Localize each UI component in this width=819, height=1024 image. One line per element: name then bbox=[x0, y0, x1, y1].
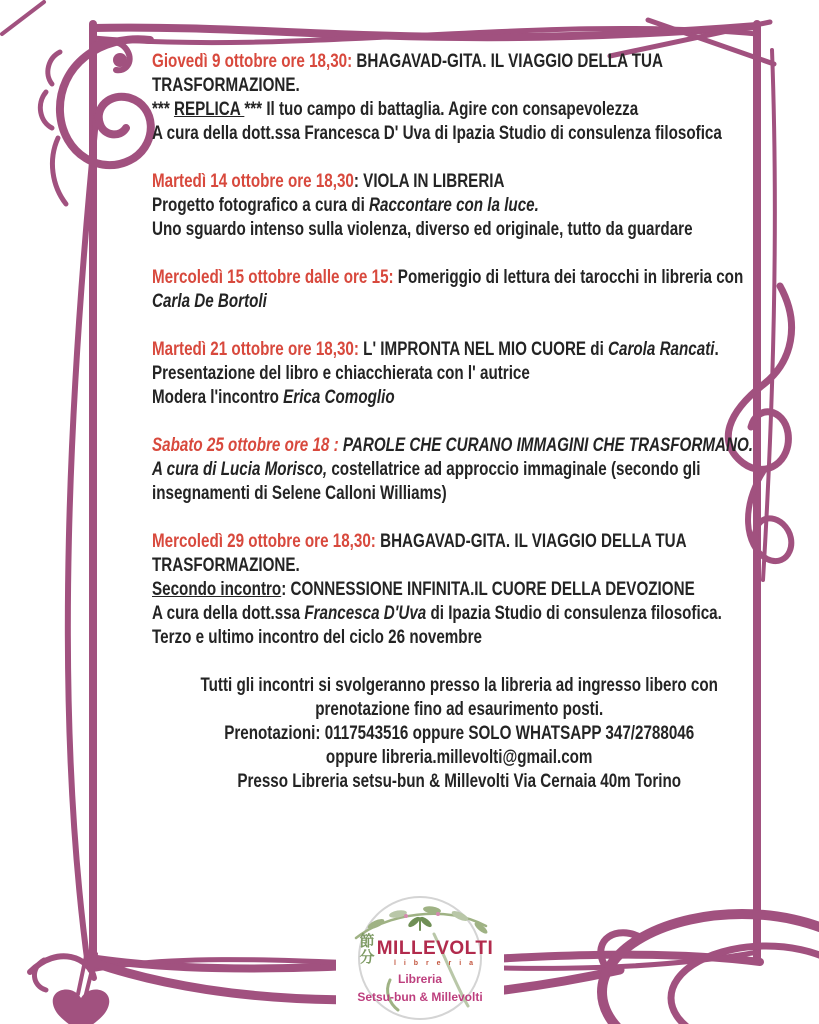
text-segment: Pomeriggio di lettura dei tarocchi in libreria con bbox=[393, 267, 744, 288]
event-block bbox=[152, 266, 766, 314]
text-segment: Mercoledì 29 ottobre ore 18,30: bbox=[152, 531, 376, 552]
event-block bbox=[152, 530, 766, 650]
footer-text-line: Tutti gli incontri si svolgeranno presso la libreria ad ingresso libero con prenotazione fino ad esaurimento posti. bbox=[200, 675, 718, 720]
event-text-line bbox=[152, 194, 766, 218]
logo-japanese-text: 節分 bbox=[359, 933, 375, 966]
text-segment: Giovedì 9 ottobre ore 18,30: bbox=[152, 51, 353, 72]
text-segment: . Presentazione del libro e chiacchierata con l' autrice bbox=[152, 339, 719, 384]
venue-line: Presso Libreria setsu-bun & Millevolti Via Cernaia 40m Torino bbox=[237, 771, 682, 792]
event-text-line bbox=[152, 530, 766, 578]
frame-bottom-right-swirl bbox=[601, 914, 819, 1024]
event-text-line bbox=[152, 602, 766, 626]
events-list bbox=[152, 50, 766, 650]
footer-text-line: oppure libreria.millevolti@gmail.com bbox=[325, 747, 593, 768]
event-block bbox=[152, 338, 766, 410]
text-segment: costellatrice ad approccio immaginale (secondo gli insegnamenti di Selene Calloni Williams) bbox=[152, 459, 701, 504]
text-segment: A cura della dott.ssa bbox=[152, 603, 305, 624]
text-segment: Uno sguardo intenso sulla violenza, diverso ed originale, tutto da guardare bbox=[152, 219, 693, 240]
text-segment: Mercoledì 15 ottobre dalle ore 15: bbox=[152, 267, 394, 288]
text-segment: A cura della dott.ssa Francesca D' Uva di Ipazia Studio di consulenza filosofica bbox=[152, 123, 722, 144]
text-segment: Carola Rancati bbox=[608, 339, 715, 360]
event-text-line bbox=[152, 98, 766, 122]
text-segment: : CONNESSIONE INFINITA.IL CUORE DELLA DEVOZIONE bbox=[281, 579, 695, 600]
logo-brand-name: MILLEVOLTI bbox=[376, 938, 494, 959]
text-segment: Terzo e ultimo incontro del ciclo 26 novembre bbox=[152, 627, 482, 648]
event-text-line bbox=[152, 434, 766, 506]
text-segment: Modera l'incontro bbox=[152, 387, 284, 408]
event-text-line bbox=[152, 386, 766, 410]
event-block bbox=[152, 434, 766, 506]
event-text-line bbox=[152, 218, 766, 242]
event-text-line bbox=[152, 578, 766, 602]
text-segment: Martedì 14 ottobre ore 18,30 bbox=[152, 171, 354, 192]
event-text-line bbox=[152, 122, 766, 146]
logo-line-libreria: Libreria bbox=[397, 972, 442, 986]
event-program bbox=[152, 50, 766, 794]
event-text-line bbox=[152, 626, 766, 650]
logo-brand-subtitle: l i b r e r i a bbox=[394, 960, 476, 967]
event-text-line bbox=[152, 338, 766, 386]
text-segment: *** Il tuo campo di battaglia. Agire con consapevolezza bbox=[244, 99, 639, 120]
text-segment: PAROLE CHE CURANO IMMAGINI CHE TRASFORMANO. A cura di Lucia Morisco, bbox=[152, 435, 754, 480]
event-block bbox=[152, 170, 766, 242]
event-text-line bbox=[152, 50, 766, 98]
text-segment: BHAGAVAD-GITA. IL VIAGGIO DELLA TUA TRASFORMAZIONE. bbox=[152, 51, 663, 96]
millevolti-logo bbox=[336, 894, 504, 1024]
event-block bbox=[152, 50, 766, 146]
event-text-line bbox=[152, 170, 766, 194]
logo-line-setsubun: Setsu-bun & Millevolti bbox=[357, 990, 483, 1004]
text-segment: Progetto fotografico a cura di bbox=[152, 195, 370, 216]
text-segment: BHAGAVAD-GITA. IL VIAGGIO DELLA TUA TRASFORMAZIONE. bbox=[152, 531, 687, 576]
event-text-line bbox=[152, 266, 766, 314]
text-segment: di Ipazia Studio di consulenza filosofica. bbox=[426, 603, 722, 624]
text-segment: Martedì 21 ottobre ore 18,30: bbox=[152, 339, 359, 360]
text-segment: Carla De Bortoli bbox=[152, 291, 267, 312]
text-segment: L' IMPRONTA NEL MIO CUORE di bbox=[358, 339, 609, 360]
text-segment: Sabato 25 ottobre ore 18 : bbox=[152, 435, 339, 456]
text-segment: REPLICA bbox=[173, 99, 245, 120]
footer-text-line: Prenotazioni: 0117543516 oppure SOLO WHATSAPP 347/2788046 bbox=[224, 723, 695, 744]
text-segment: Raccontare con la luce. bbox=[369, 195, 539, 216]
footer-info bbox=[152, 674, 766, 794]
text-segment: *** bbox=[152, 99, 174, 120]
text-segment: : VIOLA IN LIBRERIA bbox=[353, 171, 505, 192]
footer-lines bbox=[152, 674, 766, 770]
text-segment: Secondo incontro bbox=[152, 579, 282, 600]
text-segment: Francesca D'Uva bbox=[304, 603, 427, 624]
text-segment: Erica Comoglio bbox=[283, 387, 395, 408]
